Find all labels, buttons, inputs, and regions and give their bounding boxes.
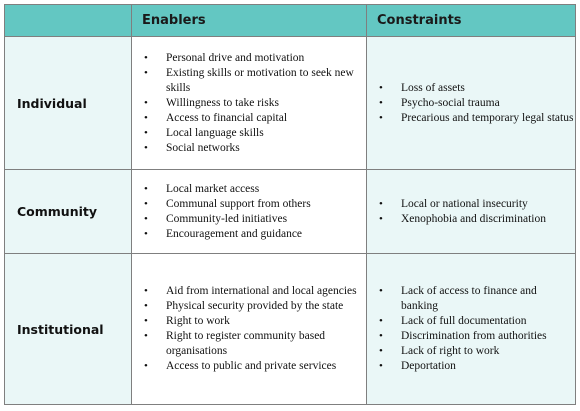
constraints-cell-individual [367, 37, 576, 170]
constraints-list [367, 284, 575, 374]
header-row [5, 5, 576, 37]
list-item: • Right to register community based organisations [132, 329, 366, 359]
enablers-list [132, 51, 366, 156]
list-item: • Right to work [132, 314, 366, 329]
list-item: • Community-led initiatives [132, 212, 366, 227]
list-item: • Local market access [132, 182, 366, 197]
table-row-institutional [5, 254, 576, 405]
list-item: • Existing skills or motivation to seek new skills [132, 66, 366, 96]
row-label-institutional: Institutional [5, 254, 132, 405]
row-label-community: Community [5, 170, 132, 254]
table-row-community [5, 170, 576, 254]
list-item: • Aid from international and local agencies [132, 284, 366, 299]
list-item: • Communal support from others [132, 197, 366, 212]
constraints-list [367, 197, 575, 227]
enablers-cell-institutional [132, 254, 367, 405]
list-item: • Precarious and temporary legal status [367, 111, 575, 126]
list-item: • Social networks [132, 141, 366, 156]
constraints-list [367, 81, 575, 126]
row-label-individual: Individual [5, 37, 132, 170]
list-item: • Local language skills [132, 126, 366, 141]
list-item: • Willingness to take risks [132, 96, 366, 111]
table-row-individual [5, 37, 576, 170]
list-item: • Deportation [367, 359, 575, 374]
list-item: • Loss of assets [367, 81, 575, 96]
list-item: • Xenophobia and discrimination [367, 212, 575, 227]
list-item: • Psycho-social trauma [367, 96, 575, 111]
enablers-constraints-table [4, 4, 576, 405]
list-item: • Lack of access to finance and banking [367, 284, 575, 314]
list-item: • Access to financial capital [132, 111, 366, 126]
list-item: • Access to public and private services [132, 359, 366, 374]
constraints-cell-institutional [367, 254, 576, 405]
header-enablers: Enablers [132, 5, 367, 37]
list-item: • Lack of full documentation [367, 314, 575, 329]
list-item: • Local or national insecurity [367, 197, 575, 212]
list-item: • Personal drive and motivation [132, 51, 366, 66]
header-constraints: Constraints [367, 5, 576, 37]
header-corner [5, 5, 132, 37]
enablers-cell-individual [132, 37, 367, 170]
list-item: • Discrimination from authorities [367, 329, 575, 344]
constraints-cell-community [367, 170, 576, 254]
enablers-list [132, 182, 366, 242]
list-item: • Physical security provided by the state [132, 299, 366, 314]
list-item: • Lack of right to work [367, 344, 575, 359]
list-item: • Encouragement and guidance [132, 227, 366, 242]
enablers-list [132, 284, 366, 374]
enablers-cell-community [132, 170, 367, 254]
